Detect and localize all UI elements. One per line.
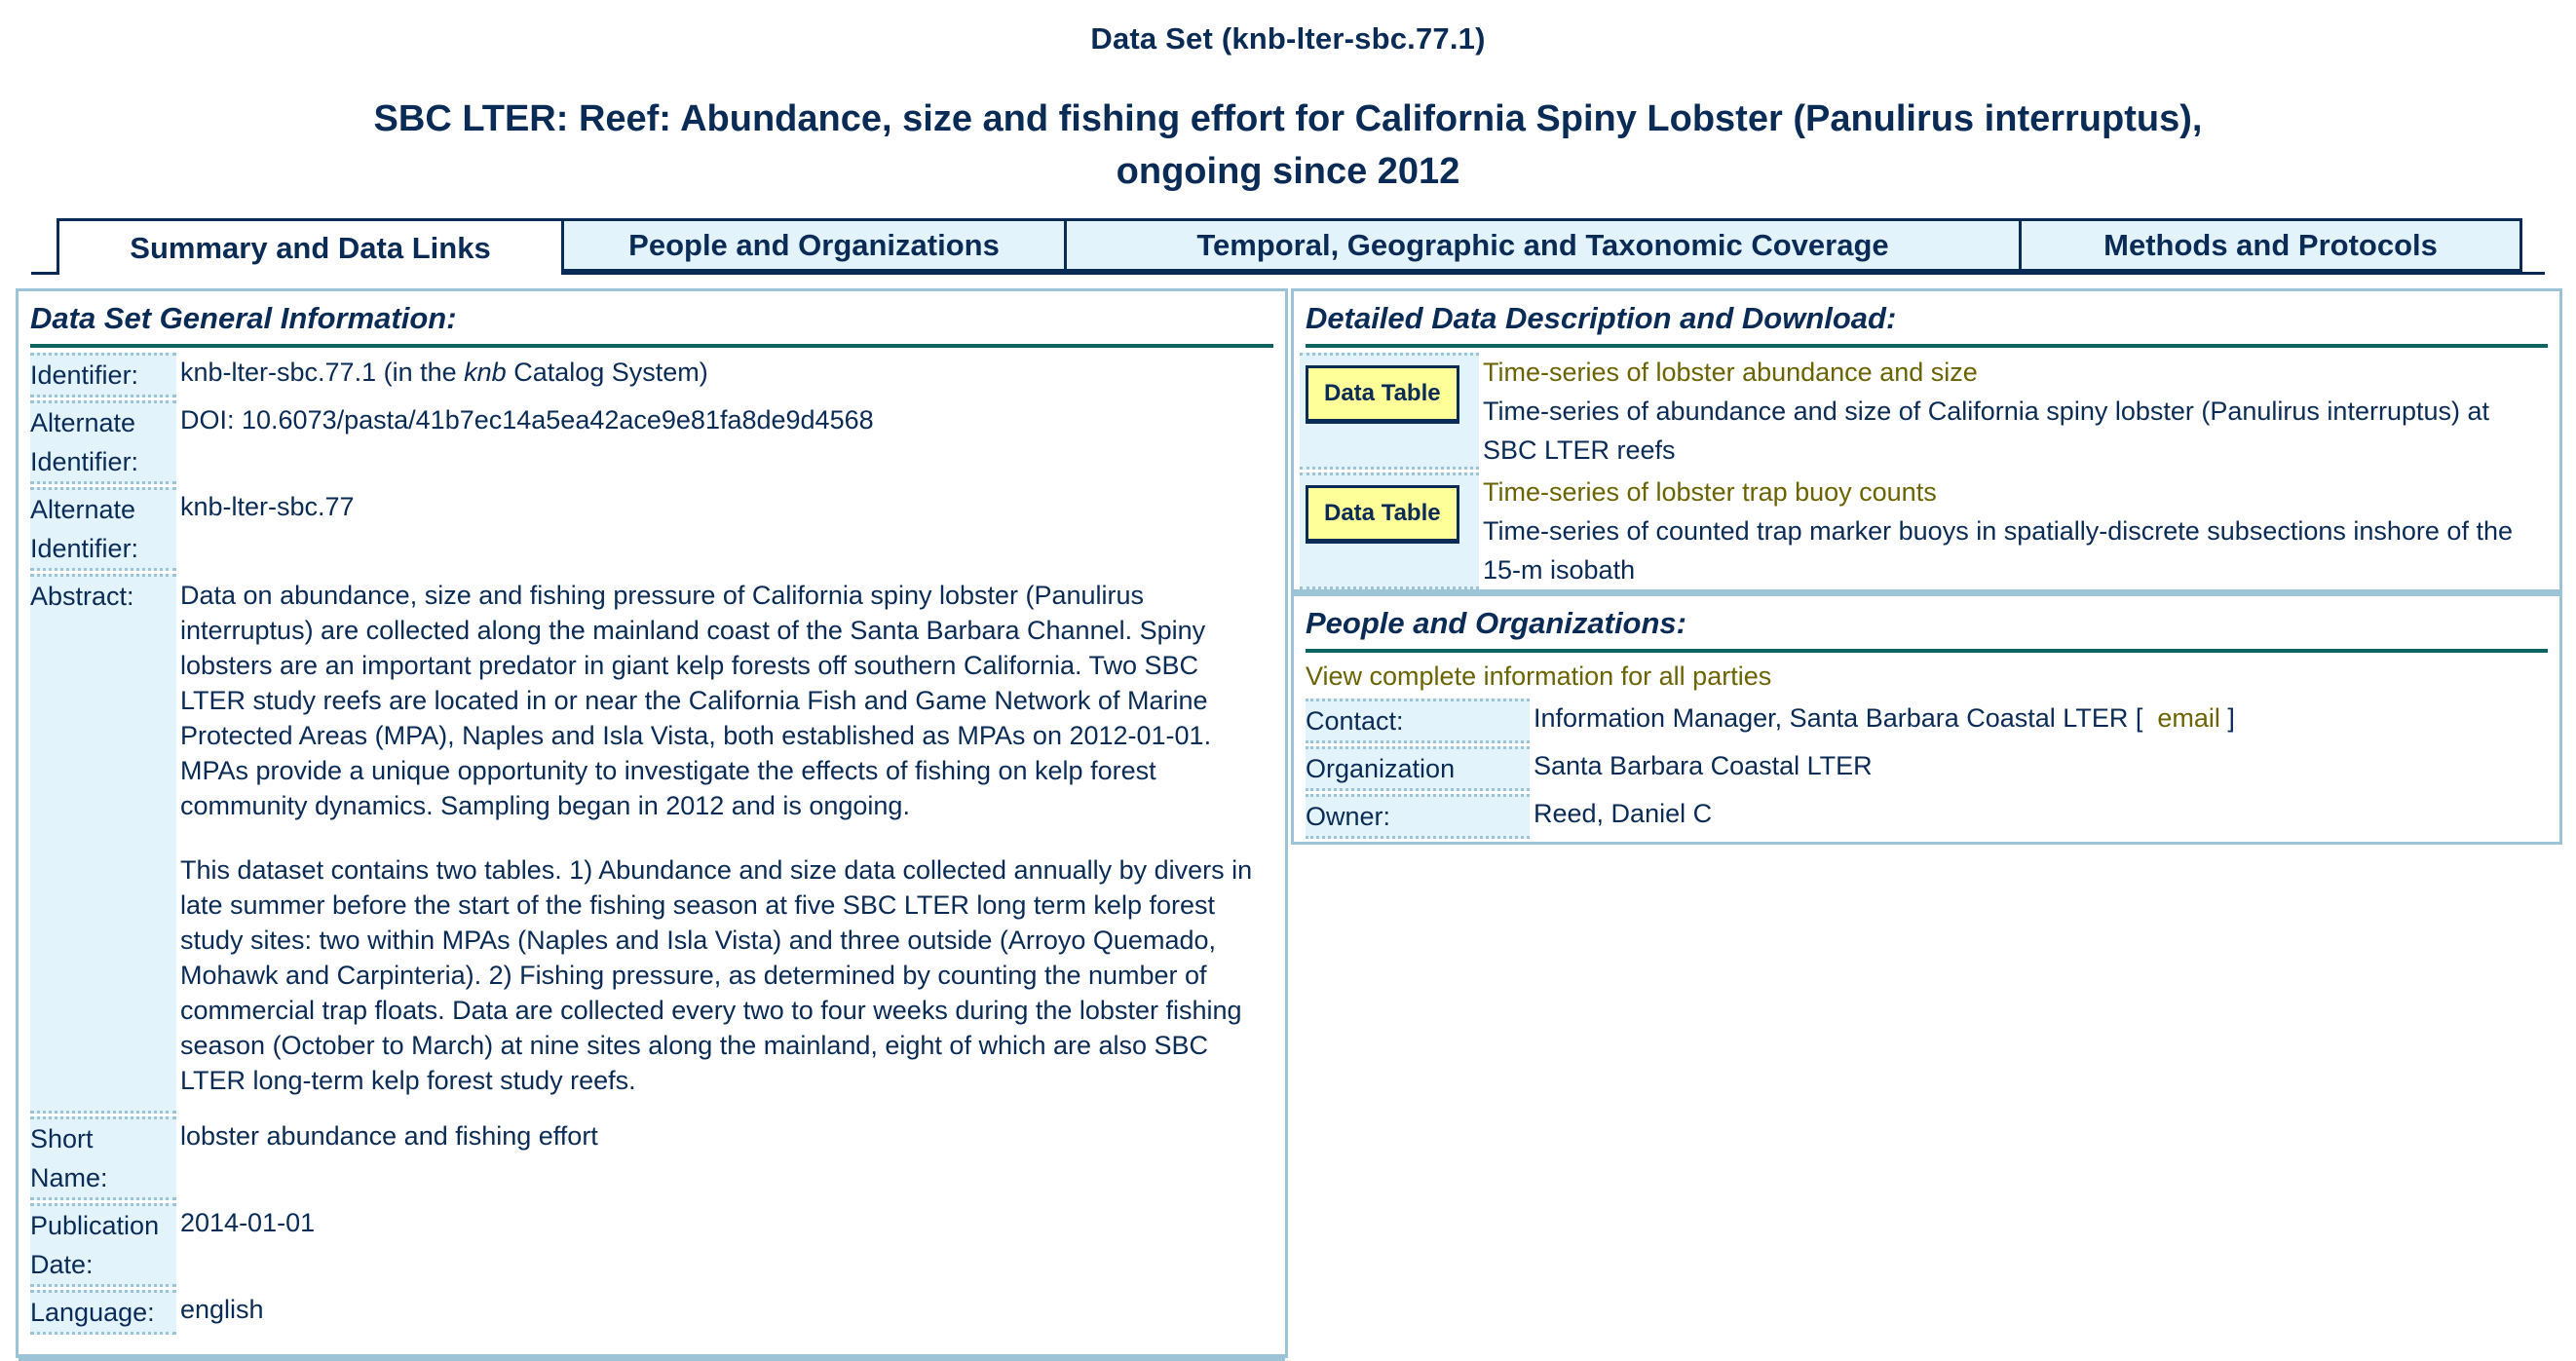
owner-label: Owner: <box>1306 794 1530 839</box>
email-link[interactable]: email <box>2157 703 2220 733</box>
alternate-identifier-row <box>30 487 1277 571</box>
identifier-text-suffix: Catalog System) <box>506 358 708 387</box>
title-line-2: ongoing since 2012 <box>1116 151 1460 192</box>
contact-bracket: ] <box>2227 703 2235 733</box>
publication-date-row <box>30 1203 1277 1287</box>
identifier-text: knb-lter-sbc.77.1 (in the <box>180 358 465 387</box>
organization-label: Organization <box>1306 746 1530 791</box>
data-table-button[interactable]: Data Table <box>1306 485 1459 544</box>
data-table-description: Time-series of abundance and size of California spiny lobster (Panulirus interruptus) at SBC LTER reefs <box>1483 397 2490 465</box>
contact-name: Information Manager, Santa Barbara Coastal LTER [ <box>1534 703 2143 733</box>
owner-value: Reed, Daniel C <box>1534 799 1713 828</box>
owner-row <box>1306 794 2235 839</box>
alternate-identifier-value: DOI: 10.6073/pasta/41b7ec14a5ea42ace9e81fa8de9d4568 <box>180 405 874 435</box>
view-all-parties-link[interactable]: View complete information for all parties <box>1306 662 1772 691</box>
short-name-row <box>30 1116 1277 1200</box>
page-title <box>0 93 2576 198</box>
tab-summary[interactable] <box>57 218 564 275</box>
data-table-link[interactable]: Time-series of lobster trap buoy counts <box>1483 477 1937 507</box>
alternate-identifier-value: knb-lter-sbc.77 <box>180 492 355 521</box>
people-heading: People and Organizations: <box>1306 596 2548 653</box>
organization-value: Santa Barbara Coastal LTER <box>1534 751 1873 780</box>
language-row <box>30 1290 1277 1335</box>
contact-row <box>1306 699 2235 743</box>
tab-coverage[interactable] <box>1064 218 2022 272</box>
tab-label: Temporal, Geographic and Taxonomic Coverage <box>1196 227 1889 262</box>
catalog-name: knb <box>464 358 507 387</box>
title-line-1: SBC LTER: Reef: Abundance, size and fishing effort for California Spiny Lobster (Panulirus interruptus), <box>373 98 2203 139</box>
data-table-row <box>1300 473 2547 589</box>
data-table-button-cell <box>1300 473 1479 589</box>
data-table-link[interactable]: Time-series of lobster abundance and size <box>1483 358 1978 387</box>
tab-label: Summary and Data Links <box>130 230 491 265</box>
dataset-id-heading: Data Set (knb-lter-sbc.77.1) <box>1090 21 1486 56</box>
contact-value <box>1530 699 2235 743</box>
data-table-description: Time-series of counted trap marker buoys in spatially-discrete subsections inshore of the 15-m isobath <box>1483 516 2513 585</box>
data-description-heading: Detailed Data Description and Download: <box>1306 291 2548 348</box>
general-info-panel <box>16 288 1288 1358</box>
tab-methods[interactable] <box>2019 218 2522 272</box>
data-table-button-cell <box>1300 353 1479 470</box>
people-table <box>1306 696 2235 842</box>
short-name-label: Short Name: <box>30 1116 176 1200</box>
tab-bar <box>31 218 2545 275</box>
identifier-row <box>30 353 1277 397</box>
organization-row <box>1306 746 2235 791</box>
tab-label: Methods and Protocols <box>2103 227 2438 262</box>
tab-people[interactable] <box>561 218 1067 272</box>
identifier-label: Identifier: <box>30 353 176 397</box>
general-info-table <box>30 350 1277 1338</box>
data-table-info <box>1479 473 2547 589</box>
language-label: Language: <box>30 1290 176 1335</box>
short-name-value: lobster abundance and fishing effort <box>180 1121 598 1151</box>
alternate-identifier-row <box>30 400 1277 484</box>
language-value: english <box>180 1295 264 1324</box>
abstract-row <box>30 574 1277 1114</box>
data-description-panel <box>1291 288 2562 594</box>
identifier-value <box>176 353 1277 397</box>
abstract-value <box>176 574 1277 1114</box>
abstract-paragraph: Data on abundance, size and fishing pressure of California spiny lobster (Panulirus interruptus) are collected along the mainland coast of the Santa Barbara Channel. Spiny lobsters are an important predator in giant kelp forests off southern California. Two SBC LTER study reefs are located in or near the California Fish and Game Network of Marine Protected Areas (MPA), Naples and Isla Vista, both established as MPAs on 2012-01-01. MPAs provide a unique opportunity to investigate the effects of fishing on kelp forest community dynamics. Sampling began in 2012 and is ongoing. <box>180 581 1212 820</box>
general-info-heading: Data Set General Information: <box>30 291 1273 348</box>
abstract-paragraph: This dataset contains two tables. 1) Abundance and size data collected annually by divers in late summer before the start of the fishing season at five SBC LTER long term kelp forest study sites: two within MPAs (Naples and Isla Vista) and three outside (Arroyo Quemado, Mohawk and Carpinteria). 2) Fishing pressure, as determined by counting the number of commercial trap floats. Data are collected every two to four weeks during the lobster fishing season (October to March) at nine sites along the mainland, eight of which are also SBC LTER long-term kelp forest study reefs. <box>180 855 1253 1095</box>
alternate-identifier-label: Alternate Identifier: <box>30 487 176 571</box>
abstract-label: Abstract: <box>30 574 176 1114</box>
data-table-button[interactable]: Data Table <box>1306 365 1459 424</box>
data-table-info <box>1479 353 2547 470</box>
contact-label: Contact: <box>1306 699 1530 743</box>
tab-label: People and Organizations <box>628 227 1000 262</box>
alternate-identifier-label: Alternate Identifier: <box>30 400 176 484</box>
data-tables-list <box>1300 350 2547 592</box>
publication-date-value: 2014-01-01 <box>180 1208 316 1237</box>
people-panel <box>1291 589 2562 845</box>
data-table-row <box>1300 353 2547 470</box>
publication-date-label: Publication Date: <box>30 1203 176 1287</box>
